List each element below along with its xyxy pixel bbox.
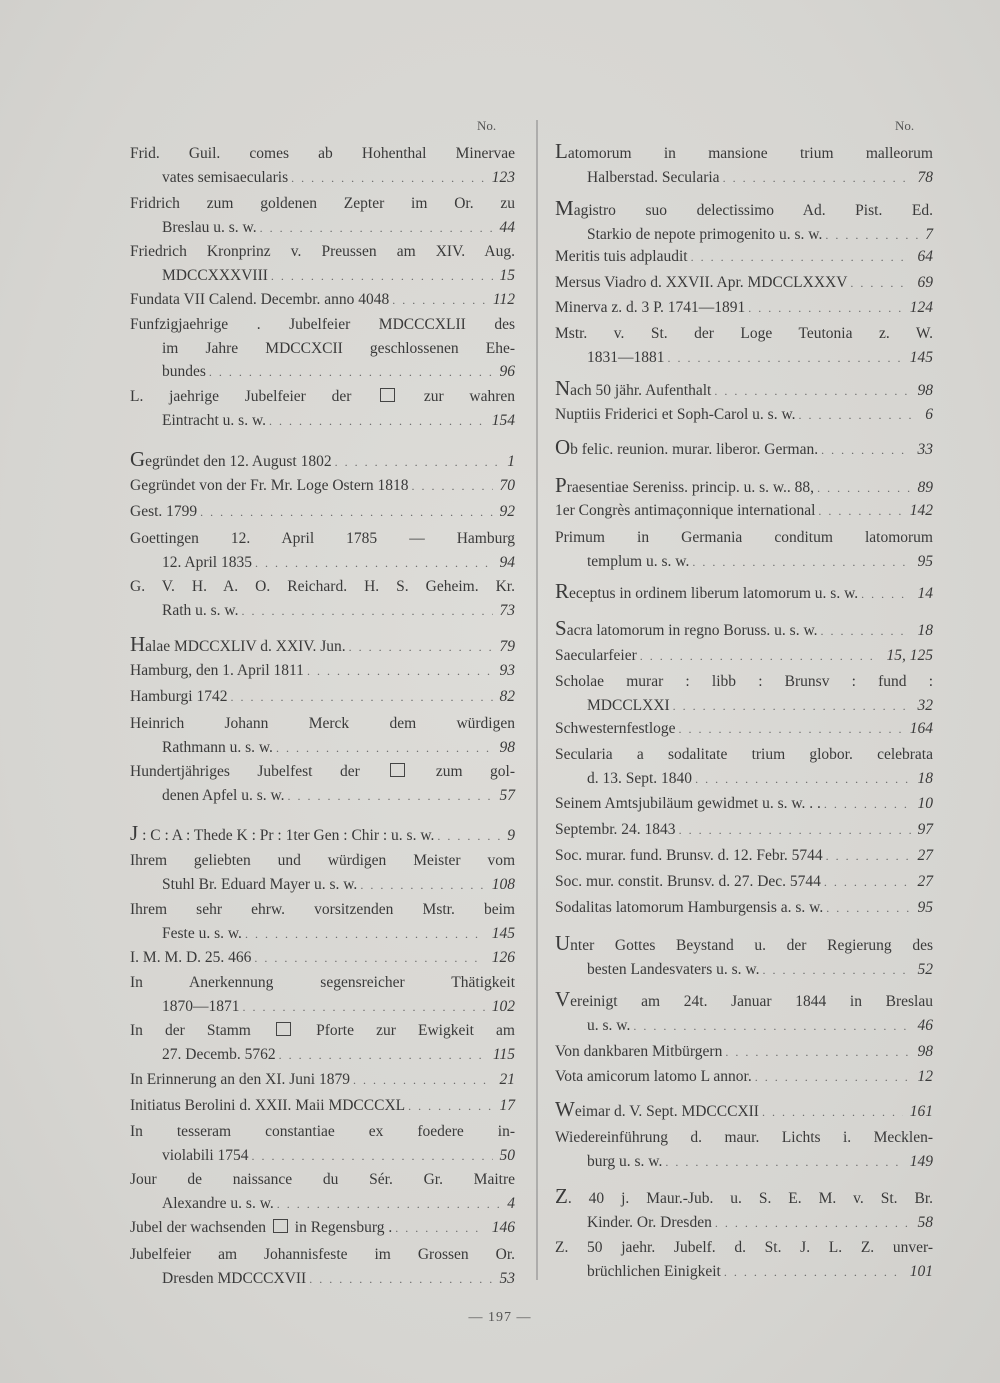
entry-text: Eintracht u. s. w. bbox=[162, 411, 267, 429]
entry-number: 58 bbox=[917, 1213, 933, 1231]
dot-leader bbox=[252, 1145, 493, 1169]
entry-number: 7 bbox=[925, 225, 933, 243]
entry-text: Gest. 1799 bbox=[130, 503, 198, 520]
entry-text: 12. April 1835 bbox=[162, 553, 252, 571]
entry-text: G. V. H. A. O. Reichard. H. S. Geheim. Kr. bbox=[130, 578, 515, 595]
dot-leader bbox=[245, 923, 485, 947]
lodge-square-icon bbox=[276, 1022, 291, 1036]
entry-number: 10 bbox=[917, 795, 933, 812]
entry-text: Fridrich zum goldenen Zepter im Or. zu bbox=[130, 195, 515, 212]
entry-number: 79 bbox=[499, 638, 515, 655]
entry-text: Jubelfeier am Johannisfeste im Grossen Or. bbox=[130, 1246, 515, 1263]
index-entry bbox=[130, 500, 515, 525]
entry-number: 27 bbox=[917, 847, 933, 864]
dot-leader bbox=[437, 825, 500, 849]
index-entry bbox=[555, 844, 933, 869]
entry-text: Seinem Amtsjubiläum gewidmet u. s. w. . . bbox=[555, 795, 821, 812]
dot-leader bbox=[715, 1212, 911, 1236]
entry-number: 15, 125 bbox=[886, 647, 933, 664]
entry-text: Meritis tuis adplaudit bbox=[555, 248, 688, 265]
entry-number: 126 bbox=[491, 949, 515, 966]
entry-text: Weimar d. V. Sept. MDCCCXII bbox=[555, 1097, 759, 1121]
index-entry bbox=[555, 245, 933, 270]
entry-text: besten Landesvaters u. s. w. bbox=[587, 960, 760, 978]
entry-text: Kinder. Or. Dresden bbox=[587, 1213, 712, 1231]
entry-text: Goettingen 12. April 1785 — Hamburg bbox=[130, 530, 515, 547]
index-entry bbox=[555, 526, 933, 574]
dot-leader bbox=[260, 217, 493, 241]
entry-number: 95 bbox=[917, 552, 933, 570]
dot-leader bbox=[724, 1261, 903, 1285]
index-entry bbox=[555, 197, 933, 247]
section-initial: S bbox=[555, 616, 567, 640]
dot-leader bbox=[408, 1095, 492, 1119]
dot-leader bbox=[209, 361, 493, 385]
index-entry bbox=[130, 142, 515, 190]
entry-number: 98 bbox=[499, 738, 515, 756]
dot-leader bbox=[254, 947, 484, 971]
entry-text: MDCCLXXI bbox=[587, 696, 670, 714]
entry-text: violabili 1754 bbox=[162, 1146, 249, 1164]
dot-leader bbox=[824, 871, 911, 895]
entry-text: Sacra latomorum in regno Boruss. u. s. w. bbox=[555, 616, 818, 640]
entry-number: 18 bbox=[917, 622, 933, 639]
entry-text: In tesseram constantiae ex foedere in- bbox=[130, 1123, 515, 1140]
entry-number: 18 bbox=[917, 769, 933, 787]
dot-leader bbox=[307, 660, 493, 684]
entry-number: 115 bbox=[492, 1045, 515, 1063]
entry-text: Initiatus Berolini d. XXII. Maii MDCCCXL bbox=[130, 1097, 406, 1114]
section-initial: G bbox=[130, 447, 146, 471]
index-entry bbox=[130, 1068, 515, 1093]
entry-text: Friedrich Kronprinz v. Preussen am XIV. Aug. bbox=[130, 243, 515, 260]
entry-text: Hamburgi 1742 bbox=[130, 688, 228, 705]
entry-text: J : C : A : Thede K : Pr : 1ter Gen : Chir : u. s. w. bbox=[130, 821, 435, 845]
index-entry bbox=[555, 436, 933, 463]
index-entry bbox=[130, 474, 515, 499]
entry-text: Septembr. 24. 1843 bbox=[555, 821, 676, 838]
entry-text: Nuptiis Friderici et Soph-Carol u. s. w. bbox=[555, 406, 796, 423]
dot-leader bbox=[826, 845, 911, 869]
entry-text: Ihrem geliebten und würdigen Meister vom bbox=[130, 852, 515, 869]
index-entry bbox=[555, 499, 933, 524]
section-initial: H bbox=[130, 632, 146, 656]
entry-text: denen Apfel u. s. w. bbox=[162, 786, 285, 804]
entry-text: templum u. s. w. bbox=[587, 552, 690, 570]
section-initial: P bbox=[555, 473, 567, 497]
dot-leader bbox=[255, 552, 493, 576]
index-entry bbox=[130, 849, 515, 897]
index-entry bbox=[130, 1243, 515, 1291]
entry-number: 92 bbox=[499, 503, 515, 520]
entry-text: burg u. s. w. bbox=[587, 1152, 663, 1170]
entry-number: 149 bbox=[909, 1152, 933, 1170]
dot-leader bbox=[695, 768, 910, 792]
section-initial: M bbox=[555, 196, 574, 220]
index-entry bbox=[130, 760, 515, 808]
dot-leader bbox=[360, 874, 484, 898]
dot-leader bbox=[288, 785, 493, 809]
entry-text: Saecularfeier bbox=[555, 647, 637, 664]
dot-leader bbox=[633, 1015, 910, 1039]
page-number: — 197 — bbox=[468, 1310, 532, 1325]
entry-number: 95 bbox=[917, 899, 933, 916]
section-initial: R bbox=[555, 579, 570, 603]
section-initial: V bbox=[555, 987, 571, 1011]
entry-text: vates semisaecularis bbox=[162, 168, 289, 186]
dot-leader bbox=[276, 737, 493, 761]
entry-number: 53 bbox=[499, 1269, 515, 1287]
dot-leader bbox=[748, 297, 902, 321]
dot-leader bbox=[821, 620, 911, 644]
index-entry bbox=[555, 377, 933, 404]
dot-leader bbox=[279, 1044, 486, 1068]
entry-number: 145 bbox=[909, 348, 933, 366]
dot-leader bbox=[230, 686, 492, 710]
dot-leader bbox=[850, 272, 910, 296]
index-entry bbox=[555, 932, 933, 982]
index-entry bbox=[130, 240, 515, 288]
entry-text: im Jahre MDCCXCII geschlossenen Ehe- bbox=[162, 339, 515, 357]
entry-text: Fundata VII Calend. Decembr. anno 4048 bbox=[130, 291, 390, 308]
entry-number: 44 bbox=[499, 218, 515, 236]
index-entry bbox=[555, 296, 933, 321]
entry-number: 46 bbox=[917, 1016, 933, 1034]
index-entry bbox=[130, 313, 515, 385]
entry-text: Sodalitas latomorum Hamburgensis a. s. w. bbox=[555, 899, 824, 916]
entry-text: Rath u. s. w. bbox=[162, 601, 239, 619]
index-entry bbox=[130, 971, 515, 1019]
entry-text: Z. 40 j. Maur.-Jub. u. S. E. M. v. St. Br. bbox=[555, 1184, 933, 1208]
entry-text: Von dankbaren Mitbürgern bbox=[555, 1043, 723, 1060]
entry-text: Mstr. v. St. der Loge Teutonia z. W. bbox=[555, 325, 933, 342]
index-entry bbox=[555, 1065, 933, 1090]
entry-text: Halae MDCCXLIV d. XXIV. Jun. bbox=[130, 632, 346, 656]
entry-number: 101 bbox=[909, 1262, 933, 1280]
index-entry bbox=[555, 1236, 933, 1284]
entry-text: Funfzigjaehrige . Jubelfeier MDCCCXLII des bbox=[130, 316, 515, 333]
index-entry bbox=[555, 896, 933, 921]
section-initial: Z bbox=[555, 1184, 568, 1208]
section-initial: U bbox=[555, 931, 571, 955]
entry-text: Heinrich Johann Merck dem würdigen bbox=[130, 715, 515, 732]
dot-leader bbox=[668, 347, 903, 371]
entry-number: 94 bbox=[499, 553, 515, 571]
index-entry bbox=[555, 818, 933, 843]
index-entry bbox=[130, 385, 515, 433]
entry-text: Scholae murar : libb : Brunsv : fund : bbox=[555, 673, 933, 690]
entry-number: 123 bbox=[491, 168, 515, 186]
dot-leader bbox=[817, 477, 910, 501]
entry-text: Wiedereinführung d. maur. Lichts i. Mecklen- bbox=[555, 1129, 933, 1146]
dot-leader bbox=[679, 718, 903, 742]
entry-number: 32 bbox=[917, 696, 933, 714]
dot-leader bbox=[818, 500, 902, 524]
entry-text: Rathmann u. s. w. bbox=[162, 738, 273, 756]
entry-text: Vereinigt am 24t. Januar 1844 in Breslau bbox=[555, 987, 933, 1011]
dot-leader bbox=[392, 289, 486, 313]
entry-text: Praesentiae Sereniss. princip. u. s. w.. 88, bbox=[555, 473, 815, 497]
entry-text: Receptus in ordinem liberum latomorum u. s. w. bbox=[555, 579, 859, 603]
entry-text: In der Stamm Pforte zur Ewigkeit am bbox=[130, 1022, 515, 1039]
entry-text: Frid. Guil. comes ab Hohenthal Minervae bbox=[130, 145, 515, 162]
index-entry bbox=[130, 575, 515, 623]
entry-number: 97 bbox=[917, 821, 933, 838]
entry-number: 4 bbox=[507, 1194, 515, 1212]
dot-leader bbox=[353, 1069, 493, 1093]
entry-text: Unter Gottes Beystand u. der Regierung des bbox=[555, 931, 933, 955]
entry-number: 17 bbox=[499, 1097, 515, 1114]
entry-number: 102 bbox=[491, 997, 515, 1015]
entry-text: Stuhl Br. Eduard Mayer u. s. w. bbox=[162, 875, 358, 893]
entry-text: Nach 50 jähr. Aufenthalt bbox=[555, 376, 712, 400]
entry-text: Gegründet von der Fr. Mr. Loge Ostern 1818 bbox=[130, 477, 409, 494]
index-entry bbox=[130, 192, 515, 240]
entry-text: Starkio de nepote primogenito u. s. w. bbox=[587, 225, 823, 243]
dot-leader bbox=[691, 246, 911, 270]
entry-text: Jour de naissance du Sér. Gr. Maitre bbox=[130, 1171, 515, 1188]
index-entry bbox=[555, 1185, 933, 1235]
dot-leader bbox=[679, 819, 911, 843]
section-initial: J bbox=[130, 821, 139, 845]
entry-text: In Anerkennung segensreicher Thätigkeit bbox=[130, 974, 515, 991]
index-entry bbox=[130, 1216, 515, 1241]
entry-number: 154 bbox=[491, 411, 515, 429]
entry-number: 78 bbox=[917, 168, 933, 186]
index-entry bbox=[130, 1019, 515, 1067]
entry-number: 12 bbox=[917, 1068, 933, 1085]
dot-leader bbox=[309, 1268, 492, 1292]
index-entry bbox=[130, 659, 515, 684]
index-entry bbox=[130, 288, 515, 313]
dot-leader bbox=[349, 636, 493, 660]
dot-leader bbox=[269, 410, 485, 434]
index-entry bbox=[130, 1094, 515, 1119]
entry-number: 9 bbox=[507, 827, 515, 844]
dot-leader bbox=[723, 167, 911, 191]
entry-text: 27. Decemb. 5762 bbox=[162, 1045, 276, 1063]
entry-number: 33 bbox=[917, 441, 933, 458]
lodge-square-icon bbox=[273, 1219, 288, 1233]
dot-leader bbox=[799, 404, 919, 428]
entry-text: Primum in Germania conditum latomorum bbox=[555, 529, 933, 546]
index-entry bbox=[555, 1126, 933, 1174]
entry-number: 50 bbox=[499, 1146, 515, 1164]
dot-leader bbox=[861, 583, 910, 607]
dot-leader bbox=[640, 645, 880, 669]
dot-leader bbox=[692, 551, 910, 575]
left-column bbox=[130, 0, 515, 1300]
entry-text: u. s. w. bbox=[587, 1016, 631, 1034]
entry-text: Mersus Viadro d. XXVII. Apr. MDCCLXXXV bbox=[555, 274, 848, 291]
lodge-square-icon bbox=[380, 388, 395, 402]
entry-number: 73 bbox=[499, 601, 515, 619]
entry-text: Ihrem sehr ehrw. vorsitzenden Mstr. beim bbox=[130, 901, 515, 918]
dot-leader bbox=[412, 475, 493, 499]
dot-leader bbox=[714, 380, 910, 404]
index-entry bbox=[555, 271, 933, 296]
entry-text: Hamburg, den 1. April 1811 bbox=[130, 662, 304, 679]
entry-text: Alexandre u. s. w. bbox=[162, 1194, 274, 1212]
index-entry bbox=[555, 617, 933, 644]
dot-leader bbox=[335, 451, 501, 475]
entry-text: Ob felic. reunion. murar. liberor. German. bbox=[555, 435, 819, 459]
dot-leader bbox=[395, 1217, 485, 1241]
entry-number: 52 bbox=[917, 960, 933, 978]
dot-leader bbox=[825, 224, 918, 248]
entry-number: 164 bbox=[909, 720, 933, 737]
section-initial: W bbox=[555, 1097, 575, 1121]
entry-number: 98 bbox=[917, 382, 933, 399]
entry-text: Dresden MDCCCXVII bbox=[162, 1269, 307, 1287]
entry-text: Gegründet den 12. August 1802 bbox=[130, 447, 332, 471]
entry-number: 108 bbox=[491, 875, 515, 893]
dot-leader bbox=[271, 265, 493, 289]
index-entry bbox=[555, 1040, 933, 1065]
entry-text: Soc. murar. fund. Brunsv. d. 12. Febr. 5744 bbox=[555, 847, 823, 864]
dot-leader bbox=[755, 1066, 911, 1090]
entry-number: 14 bbox=[917, 585, 933, 602]
entry-number: 6 bbox=[925, 406, 933, 423]
entry-text: 1870—1871 bbox=[162, 997, 240, 1015]
index-entry bbox=[130, 448, 515, 475]
entry-text: bundes bbox=[162, 363, 206, 380]
dot-leader bbox=[277, 1193, 500, 1217]
entry-text: Latomorum in mansione trium malleorum bbox=[555, 139, 933, 163]
entry-text: Halberstad. Secularia bbox=[587, 168, 720, 186]
index-entry bbox=[130, 712, 515, 760]
entry-text: I. M. M. D. 25. 466 bbox=[130, 949, 252, 966]
dot-leader bbox=[821, 439, 910, 463]
entry-number: 124 bbox=[909, 299, 933, 316]
dot-leader bbox=[200, 501, 492, 525]
index-entry bbox=[130, 822, 515, 849]
entry-number: 96 bbox=[499, 363, 515, 380]
entry-text: In Erinnerung an den XI. Juni 1879 bbox=[130, 1071, 350, 1088]
column-divider bbox=[536, 120, 538, 1280]
index-entry bbox=[555, 140, 933, 190]
entry-number: 112 bbox=[492, 291, 515, 308]
dot-leader bbox=[291, 167, 485, 191]
dot-leader bbox=[762, 959, 910, 983]
dot-leader bbox=[243, 996, 485, 1020]
entry-number: 93 bbox=[499, 662, 515, 679]
entry-number: 21 bbox=[499, 1071, 515, 1088]
section-initial: O bbox=[555, 435, 571, 459]
right-column bbox=[555, 0, 933, 1300]
dot-leader bbox=[725, 1041, 910, 1065]
entry-number: 82 bbox=[499, 688, 515, 705]
entry-text: MDCCXXXVIII bbox=[162, 266, 268, 284]
entry-number: 70 bbox=[499, 477, 515, 494]
index-entry bbox=[555, 870, 933, 895]
dot-leader bbox=[762, 1101, 903, 1125]
entry-number: 64 bbox=[917, 248, 933, 265]
entry-text: Feste u. s. w. bbox=[162, 924, 242, 942]
entry-text: Minerva z. d. 3 P. 1741—1891 bbox=[555, 299, 746, 316]
dot-leader bbox=[824, 793, 911, 817]
entry-number: 145 bbox=[491, 924, 515, 942]
entry-text: Z. 50 jaehr. Jubelf. d. St. J. L. Z. unver- bbox=[555, 1239, 933, 1256]
index-entry bbox=[555, 644, 933, 669]
entry-text: d. 13. Sept. 1840 bbox=[587, 769, 693, 787]
index-entry bbox=[555, 988, 933, 1038]
entry-text: Vota amicorum latomo L annor. bbox=[555, 1068, 752, 1085]
index-entry bbox=[130, 898, 515, 946]
entry-number: 142 bbox=[909, 502, 933, 519]
entry-text: 1er Congrès antimaçonnique international bbox=[555, 502, 816, 519]
entry-number: 27 bbox=[917, 873, 933, 890]
dot-leader bbox=[673, 695, 911, 719]
index-entry bbox=[555, 743, 933, 791]
lodge-square-icon bbox=[390, 763, 405, 777]
entry-text: Magistro suo delectissimo Ad. Pist. Ed. bbox=[555, 196, 933, 220]
entry-number: 89 bbox=[917, 479, 933, 496]
index-entry bbox=[130, 1168, 515, 1216]
section-initial: L bbox=[555, 139, 568, 163]
index-entry bbox=[555, 580, 933, 607]
entry-number: 15 bbox=[499, 266, 515, 284]
index-entry bbox=[130, 633, 515, 660]
dot-leader bbox=[826, 897, 910, 921]
dot-leader bbox=[665, 1151, 902, 1175]
entry-number: 161 bbox=[909, 1103, 933, 1120]
index-entry bbox=[555, 474, 933, 501]
index-entry bbox=[130, 1120, 515, 1168]
index-entry bbox=[130, 946, 515, 971]
entry-text: L. jaehrige Jubelfeier der zur wahren bbox=[130, 388, 516, 405]
section-initial: N bbox=[555, 376, 571, 400]
index-entry bbox=[555, 322, 933, 370]
entry-text: brüchlichen Einigkeit bbox=[587, 1262, 721, 1280]
entry-number: 98 bbox=[917, 1043, 933, 1060]
dot-leader bbox=[242, 600, 493, 624]
entry-text: Breslau u. s. w. bbox=[162, 218, 257, 236]
index-entry bbox=[555, 403, 933, 428]
entry-text: Jubel der wachsenden in Regensburg . bbox=[130, 1219, 393, 1236]
entry-number: 69 bbox=[917, 274, 933, 291]
entry-text: 1831—1881 bbox=[587, 348, 665, 366]
entry-text: Hundertjähriges Jubelfest der zum gol- bbox=[130, 763, 516, 780]
index-entry bbox=[555, 1098, 933, 1125]
index-entry bbox=[130, 527, 515, 575]
entry-number: 57 bbox=[499, 786, 515, 804]
entry-text: Secularia a sodalitate trium globor. celebrata bbox=[555, 746, 933, 763]
index-entry bbox=[555, 792, 933, 817]
index-entry bbox=[555, 717, 933, 742]
entry-text: Soc. mur. constit. Brunsv. d. 27. Dec. 5744 bbox=[555, 873, 821, 890]
column-number-header: No. bbox=[895, 118, 915, 133]
index-entry bbox=[555, 670, 933, 718]
entry-number: 146 bbox=[491, 1219, 515, 1236]
column-number-header: No. bbox=[477, 118, 497, 133]
entry-number: 1 bbox=[507, 453, 515, 470]
entry-text: Schwesternfestloge bbox=[555, 720, 676, 737]
index-entry bbox=[130, 685, 515, 710]
